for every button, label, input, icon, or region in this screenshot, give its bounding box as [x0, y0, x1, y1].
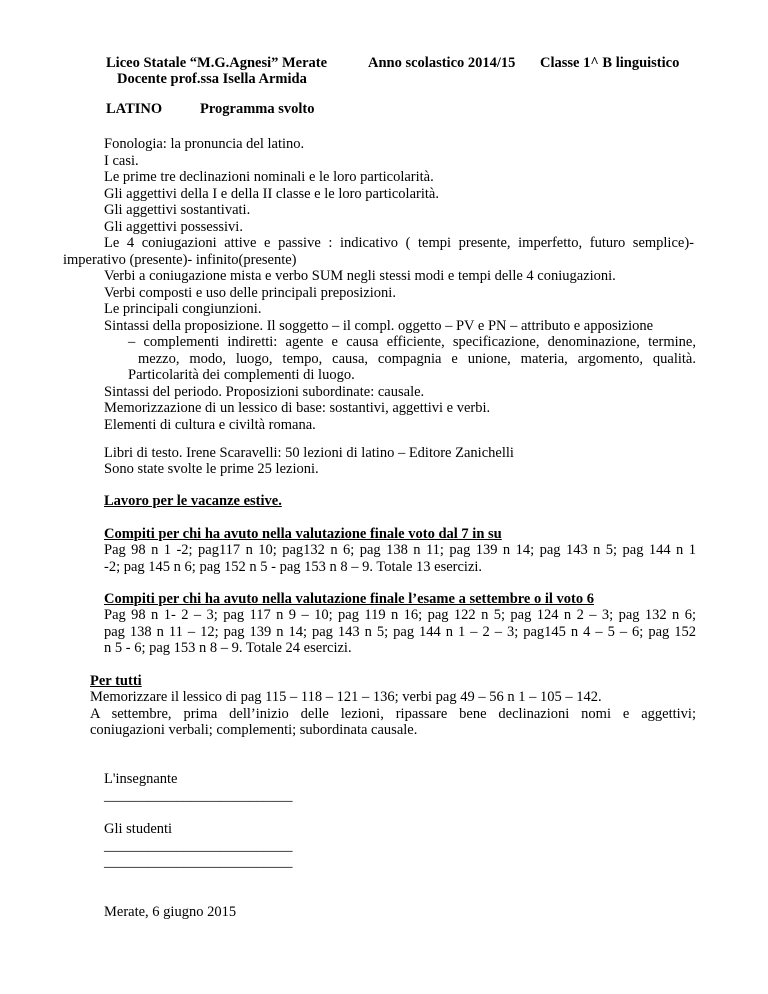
program-item: Le principali congiunzioni. [104, 301, 262, 317]
subject-name: LATINO [106, 101, 163, 117]
program-item: I casi. [104, 152, 139, 169]
program-item: Memorizzazione di un lessico di base: sostantivi, aggettivi e verbi. [104, 400, 491, 416]
program-item: Gli aggettivi della I e della II classe e le loro particolarità. [104, 185, 439, 202]
place-date: Merate, 6 giugno 2015 [104, 904, 237, 920]
program-list [63, 136, 696, 433]
program-item: Le 4 coniugazioni attive e passive : indicativo ( tempi presente, imperfetto, futuro semplice)- [104, 235, 694, 251]
all-text [90, 689, 696, 739]
program-item: Gli aggettivi possessivi. [104, 218, 243, 235]
group2-line: n 5 - 6; pag 153 n 8 – 9. Totale 24 esercizi. [104, 640, 352, 656]
students-signature-line: __________________________ [104, 838, 293, 854]
program-item: Sintassi del periodo. Proposizioni subordinate: causale. [104, 383, 425, 400]
program-item: – complementi indiretti: agente e causa efficiente, specificazione, denominazione, termine, [128, 334, 696, 350]
program-item: Verbi a coniugazione mista e verbo SUM negli stessi modi e tempi delle 4 coniugazioni. [104, 268, 616, 284]
teacher-name: Docente prof.ssa Isella Armida [117, 71, 307, 87]
program-item: Particolarità dei complementi di luogo. [128, 367, 355, 383]
program-item: Elementi di cultura e civiltà romana. [104, 416, 316, 433]
subject-title: Programma svolto [200, 101, 315, 117]
vacation-title: Lavoro per le vacanze estive. [104, 493, 282, 509]
group2-line: pag 138 n 11 – 12; pag 139 n 14; pag 143 n 5; pag 144 n 1 – 2 – 3; pag145 n 4 – 5 – 6; pag 152 [104, 623, 696, 640]
students-signature-line: __________________________ [104, 854, 293, 870]
all-title: Per tutti [90, 673, 142, 689]
class-name: Classe 1^ B linguistico [540, 55, 680, 71]
all-line: A settembre, prima dell’inizio delle lezioni, ripassare bene declinazioni nomi e aggettivi; [90, 705, 696, 722]
school-year: Anno scolastico 2014/15 [368, 55, 516, 71]
program-item: mezzo, modo, luogo, tempo, causa, compagnia e unione, materia, argomento, qualità. [138, 350, 696, 367]
program-item: Verbi composti e uso delle principali preposizioni. [104, 284, 396, 301]
program-item: Sintassi della proposizione. Il soggetto – il compl. oggetto – PV e PN – attributo e apposizione [104, 317, 654, 334]
teacher-signature-label: L'insegnante [104, 771, 178, 787]
lessons-line: Sono state svolte le prime 25 lezioni. [104, 461, 319, 477]
teacher-signature-line: __________________________ [104, 788, 293, 804]
all-line: coniugazioni verbali; complementi; subordinata causale. [90, 722, 418, 738]
group2-title: Compiti per chi ha avuto nella valutazione finale l’esame a settembre o il voto 6 [104, 591, 594, 607]
program-item: Gli aggettivi sostantivati. [104, 202, 251, 218]
program-item: Le prime tre declinazioni nominali e le loro particolarità. [104, 169, 434, 185]
group2-text [104, 607, 696, 657]
books-line: Libri di testo. Irene Scaravelli: 50 lezioni di latino – Editore Zanichelli [104, 445, 514, 461]
group1-title: Compiti per chi ha avuto nella valutazione finale voto dal 7 in su [104, 526, 502, 542]
program-item: Fonologia: la pronuncia del latino. [104, 136, 305, 152]
group1-text [104, 542, 696, 575]
program-item: imperativo (presente)- infinito(presente) [63, 251, 297, 268]
group1-line: Pag 98 n 1 -2; pag117 n 10; pag132 n 6; pag 138 n 11; pag 139 n 14; pag 143 n 5; pag 144 n 1 [104, 542, 696, 558]
all-line: Memorizzare il lessico di pag 115 – 118 – 121 – 136; verbi pag 49 – 56 n 1 – 105 – 142. [90, 689, 602, 705]
students-signature-label: Gli studenti [104, 821, 173, 837]
school-name: Liceo Statale “M.G.Agnesi” Merate [106, 55, 328, 71]
group1-line: -2; pag 145 n 6; pag 152 n 5 - pag 153 n 8 – 9. Totale 13 esercizi. [104, 558, 483, 575]
group2-line: Pag 98 n 1- 2 – 3; pag 117 n 9 – 10; pag 119 n 16; pag 122 n 5; pag 124 n 2 – 3; pag 132 n 6; [104, 607, 696, 623]
